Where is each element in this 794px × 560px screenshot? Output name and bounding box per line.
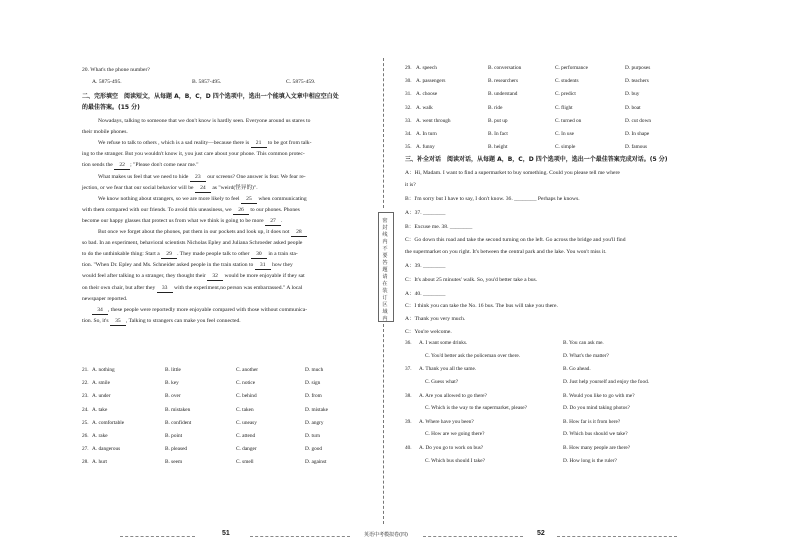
blank-30: 30 <box>251 251 267 259</box>
section3-header: 三、补全对话 阅读对话，从每题 A，B，C，D 四个选项中，选出一个最佳答案完成对话。(5 分) <box>405 156 668 163</box>
option-a: A. dangerous <box>92 446 121 453</box>
passage-text: in a train sta- <box>266 251 298 258</box>
option-a: A. rake <box>92 433 108 439</box>
option-a: A. walk <box>416 104 433 111</box>
option-number: 34. <box>405 131 412 137</box>
passage-line <box>92 307 307 315</box>
option-number: 27. <box>82 446 89 453</box>
option-d: D. famous <box>625 144 648 151</box>
footer-rule-left-2 <box>250 536 350 537</box>
choice-a: A. Where have you been? <box>419 418 474 425</box>
q20-option-c: C. 5875-459. <box>286 79 316 85</box>
blank-34: 34 <box>92 307 108 315</box>
choice-d: D. Which bus should we take? <box>563 431 628 438</box>
option-d: D. teachers <box>625 78 649 85</box>
passage-text: to do the unthinkable thing: Start a <box>82 251 162 258</box>
blank-29: 29 <box>161 251 177 259</box>
option-number: 35. <box>405 144 412 151</box>
passage-line <box>82 218 282 226</box>
option-b: B. key <box>165 380 179 387</box>
footer-rule-right <box>423 536 523 537</box>
passage-text: newspaper reported. <box>82 295 128 302</box>
option-b: B. mistaken <box>165 406 191 413</box>
passage-text: . <box>281 217 283 224</box>
passage-text: when communicating <box>256 195 307 202</box>
option-number: 32. <box>405 104 412 111</box>
option-d: D. good <box>305 446 323 453</box>
choice-c: C. Guess what? <box>425 378 459 385</box>
blank-31: 31 <box>255 262 271 270</box>
blank-27: 27 <box>265 218 281 226</box>
passage-text: jection, or we fear that our social behavior will be <box>82 184 195 191</box>
blank-26: 26 <box>233 207 249 215</box>
passage-text: We refuse to talk to others , which is a sad reality—because there is <box>98 140 251 147</box>
option-number: 31. <box>405 91 412 98</box>
passage-line <box>82 296 127 303</box>
choice-a: A. Thank you all the same. <box>419 366 477 373</box>
passage-line <box>82 262 293 270</box>
option-d: D. In shape <box>625 131 650 137</box>
choice-d: D. Just help yourself and enjoy the food. <box>563 378 650 385</box>
passage-line <box>82 251 298 259</box>
blank-21: 21 <box>251 140 267 148</box>
passage-text: become our happy glasses that protect us from what we think is going to be more <box>82 217 265 224</box>
right-page <box>397 0 794 560</box>
passage-text: tion. "When Dr. Epley and Ms. Schneider asked people in the train station to <box>82 262 255 269</box>
blank-25: 25 <box>241 196 257 204</box>
choice-d: D. How long is the ruler? <box>563 457 617 464</box>
option-d: D. angry <box>305 419 324 426</box>
binding-notice: 密封线内不要答题请在装订区域内 <box>382 218 388 322</box>
blank-23: 23 <box>190 174 206 182</box>
passage-text: ; "Please don't come near me." <box>130 162 199 169</box>
option-d: D. against <box>305 459 327 466</box>
choice-a: A. Do you go to work on bus? <box>419 445 484 452</box>
choice-number: 39. <box>405 418 412 425</box>
option-a: A. choose <box>416 91 438 98</box>
passage-line <box>82 129 128 136</box>
blank-22: 22 <box>114 162 130 170</box>
option-c: C. behind <box>236 393 257 400</box>
passage-text: . They made people talk to other <box>177 251 251 258</box>
option-c: C. simple <box>555 144 576 151</box>
passage-line <box>82 162 199 170</box>
passage-text: their mobile phones. <box>82 129 128 136</box>
option-a: A. passengers <box>416 78 446 85</box>
option-number: 30. <box>405 78 412 85</box>
q20-option-b: B. 5857-495. <box>192 79 222 85</box>
passage-line <box>98 174 306 182</box>
option-b: B. put up <box>488 117 508 124</box>
choice-b: B. How far is it from here? <box>563 418 621 425</box>
dialogue-line: B：Excuse me. 38. ________ <box>405 224 473 230</box>
passage-line <box>98 118 310 125</box>
option-b: B. height <box>488 144 508 151</box>
choice-number: 38. <box>405 392 412 399</box>
option-b: B. little <box>165 367 181 373</box>
passage-text: with them compared with our friends. To avoid this uneasiness, we <box>82 206 233 213</box>
passage-line <box>82 240 302 247</box>
option-a: A. nothing <box>92 367 115 373</box>
dialogue-line: C：It's about 25 minutes' walk. So, you'd better take a bus. <box>405 277 538 283</box>
choice-b: B. How many people are there? <box>563 445 631 452</box>
option-b: B. ride <box>488 104 503 111</box>
option-a: A. comfortable <box>92 419 125 426</box>
dialogue-line: A：Thank you very much. <box>405 316 466 322</box>
dialogue-line: C：I think you can take the No. 16 bus. The bus will take you there. <box>405 303 558 309</box>
option-d: D. from <box>305 393 322 400</box>
blank-32: 32 <box>207 273 223 281</box>
option-d: D. buy <box>625 91 640 98</box>
choice-d: D. Do you mind taking photos? <box>563 405 630 412</box>
choice-a: A. Are you allowed to go there? <box>419 392 487 399</box>
option-number: 25. <box>82 419 89 426</box>
option-c: C. attend <box>236 433 256 439</box>
option-d: D. much <box>305 367 324 373</box>
dialogue-line: A：37. ________ <box>405 210 446 216</box>
option-c: C. another <box>236 367 259 373</box>
passage-text: tion. So, it's <box>82 317 110 324</box>
passage-text: on their own chair, but after they <box>82 284 157 291</box>
option-number: 33. <box>405 117 412 124</box>
choice-c: C. Which is the way to the supermarket, please? <box>425 405 527 412</box>
passage-text: our screens? One answer is fear. We fear re- <box>205 173 306 180</box>
option-a: A. speech <box>416 65 437 71</box>
choice-number: 36. <box>405 340 412 346</box>
blank-35: 35 <box>110 318 126 326</box>
passage-line <box>82 318 241 326</box>
option-d: D. sign <box>305 380 321 387</box>
passage-text: to be got from talk- <box>266 140 312 147</box>
passage-text: to our phones. Phones <box>248 206 300 213</box>
option-a: A. take <box>92 406 108 413</box>
section2-header-cont: 的最佳答案。(15 分) <box>82 104 140 111</box>
option-c: C. taken <box>236 406 254 413</box>
page-number-left: 51 <box>222 530 230 537</box>
option-c: C. danger <box>236 446 257 453</box>
dialogue-line: C：You're welcome. <box>405 329 452 335</box>
option-c: C. flight <box>555 104 573 111</box>
q20-option-a: A. 5875-495. <box>92 79 122 85</box>
option-a: A. smile <box>92 380 110 387</box>
option-a: A. funny <box>416 144 435 151</box>
passage-text: ing to the stranger. But you wouldn't know it, you just care about your phone. This common protec- <box>82 151 305 158</box>
option-a: A. hurt <box>92 459 108 466</box>
passage-line <box>98 229 307 237</box>
blank-28: 28 <box>291 229 307 237</box>
passage-line <box>82 273 305 281</box>
passage-text: , these people were reportedly more enjoyable compared with those without communica- <box>108 306 308 313</box>
option-number: 22. <box>82 380 89 387</box>
choice-d: D. What's the matter? <box>563 352 609 359</box>
dialogue-line: the supermarket on you right. It's between the central park and the lake. You won't miss it. <box>405 249 607 255</box>
passage-line <box>82 185 258 193</box>
option-number: 28. <box>82 459 89 466</box>
option-number: 26. <box>82 433 89 439</box>
blank-33: 33 <box>157 285 173 293</box>
option-c: C. students <box>555 78 579 85</box>
binding-line-bottom <box>383 324 384 524</box>
option-b: B. confident <box>165 419 192 426</box>
option-b: B. seem <box>165 459 183 466</box>
binding-line-top <box>383 58 384 208</box>
passage-text: We know nothing about strangers, so we are more likely to feel <box>98 195 241 202</box>
footer-exam-title: 英语中考模拟卷(四) <box>364 532 408 538</box>
option-d: D. boat <box>625 104 641 111</box>
choice-number: 37. <box>405 366 412 373</box>
option-d: D. purposes <box>625 65 651 71</box>
option-c: C. turned on <box>555 117 582 124</box>
passage-text: , Talking to strangers can make you feel connected. <box>125 317 241 324</box>
option-c: C. notice <box>236 380 256 387</box>
option-b: B. In fact <box>488 131 508 137</box>
option-b: B. researchers <box>488 78 518 85</box>
passage-text: tion sends the <box>82 162 115 169</box>
choice-a: A. I want some drinks. <box>419 340 468 346</box>
option-number: 29. <box>405 65 412 71</box>
option-b: B. point <box>165 433 183 439</box>
choice-b: B. Would you like to go with me? <box>563 392 635 399</box>
footer-rule-right-2 <box>557 536 677 537</box>
dialogue-line: B：I'm sorry but I have to say, I don't know. 36. ________ Perhaps he knows. <box>405 196 580 202</box>
choice-b: B. Go ahead. <box>563 366 591 373</box>
option-c: C. predict <box>555 91 576 98</box>
dialogue-line: A：39. ________ <box>405 263 446 269</box>
option-d: D. turn <box>305 433 321 439</box>
footer-rule-left <box>120 536 195 537</box>
option-c: C. smell <box>236 459 254 466</box>
option-b: B. conversation <box>488 65 522 71</box>
option-a: A. went through <box>416 117 451 124</box>
choice-c: C. Which bus should I take? <box>425 457 485 464</box>
passage-line <box>98 196 307 204</box>
option-b: B. over <box>165 393 181 400</box>
option-c: C. In use <box>555 131 574 137</box>
option-number: 23. <box>82 393 89 400</box>
option-d: D. cut down <box>625 117 652 124</box>
question-20-stem: 20. What's the phone number? <box>82 67 150 73</box>
passage-text: What makes us feel that we need to hide <box>98 173 190 180</box>
option-c: C. uneasy <box>236 419 257 426</box>
passage-line <box>82 207 300 215</box>
passage-text: how they <box>270 262 293 269</box>
option-number: 21. <box>82 367 89 373</box>
page-number-right: 52 <box>537 530 545 537</box>
blank-24: 24 <box>195 185 211 193</box>
passage-text: But once we forget about the phones, put them in our pockets and look up, it does not <box>98 229 291 235</box>
passage-line <box>82 285 302 293</box>
choice-c: C. How are we going there? <box>425 431 485 438</box>
option-number: 24. <box>82 406 89 413</box>
option-b: B. understand <box>488 91 518 98</box>
option-d: D. mistake <box>305 406 328 413</box>
passage-text: with the experiment,no person was embarrassed." A local <box>172 284 303 291</box>
passage-text: would be more enjoyable if they sat <box>223 273 305 280</box>
section2-header: 二、完形填空 阅读短文，从每题 A，B，C，D 四个选项中，选出一个能填入文章中相应空白处 <box>82 93 339 100</box>
choice-c: C. You'd better ask the policeman over there. <box>425 352 521 359</box>
dialogue-line: A：40. ________ <box>405 291 446 297</box>
option-a: A. In turn <box>416 131 437 137</box>
dialogue-line: A：Hi, Madam. I want to find a supermarket to buy something. Could you please tell me where <box>405 170 620 176</box>
passage-line <box>82 151 305 158</box>
passage-line <box>98 140 311 148</box>
option-c: C. performance <box>555 65 588 71</box>
dialogue-line: C：Go down this road and take the second turning on the left. Go across the bridge and you'll find <box>405 237 626 243</box>
passage-text: would feel after talking to a stranger, they thought their <box>82 273 208 280</box>
option-a: A. under <box>92 393 111 400</box>
choice-number: 40. <box>405 445 412 452</box>
passage-text: so bad. In an experiment, behavioral scientists Nicholas Epley and Juliana Schroeder asked people <box>82 240 303 247</box>
dialogue-line: it is? <box>405 182 416 188</box>
passage-text: Nowadays, talking to someone that we don't know is hardly seen. Everyone around us stares to <box>98 118 311 124</box>
choice-b: B. You can ask me. <box>563 340 604 346</box>
passage-text: as "weird(怪异的)". <box>210 184 258 191</box>
option-b: B. pleased <box>165 446 188 453</box>
